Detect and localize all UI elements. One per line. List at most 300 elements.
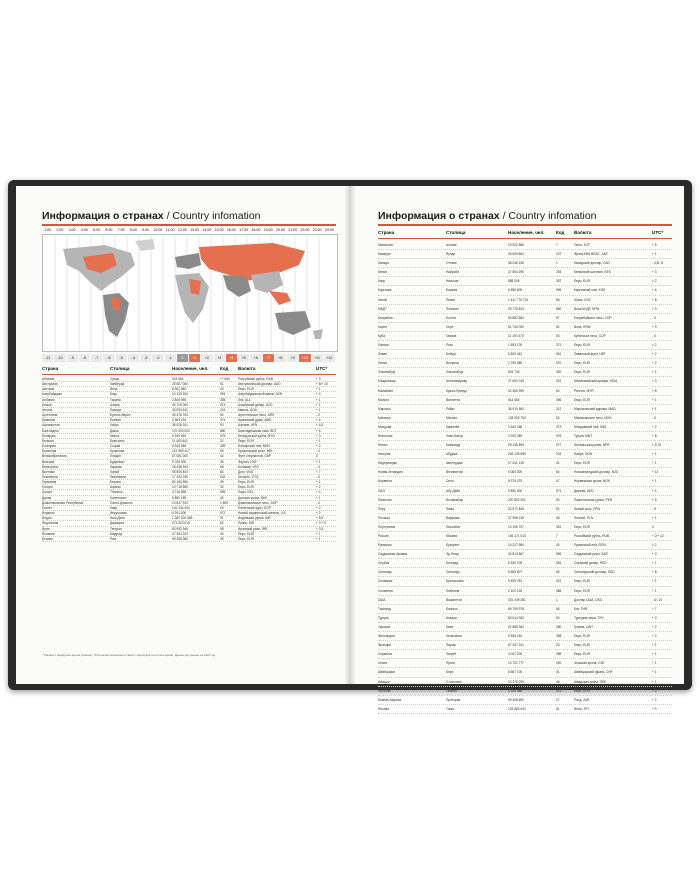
table-row	[378, 541, 672, 550]
table-cell: 28 435 943	[172, 464, 188, 469]
tz-cell: 10:00	[152, 226, 164, 234]
table-cell: Перу	[378, 506, 386, 511]
table-cell: + 1	[316, 459, 321, 464]
tz-cell: 24:00	[324, 226, 336, 234]
table-cell: Рупия, IDR	[238, 521, 255, 526]
table-row	[378, 705, 672, 714]
table-cell: 374	[220, 418, 226, 423]
table-cell: + 1	[652, 461, 657, 466]
tz-cell: +2	[201, 354, 213, 362]
table-cell: Сербия	[378, 561, 390, 566]
table-cell: 40	[556, 543, 560, 548]
table-cell: 634 730	[508, 370, 520, 375]
table-cell: + 1	[316, 536, 321, 541]
tz-cell: -5	[116, 354, 128, 362]
table-cell: 8 902 582	[172, 387, 187, 392]
table-cell: + 4	[652, 488, 657, 493]
tz-cell: -9	[67, 354, 79, 362]
table-cell: Индонезия	[42, 521, 59, 526]
table-cell: + 2	[316, 505, 321, 510]
table-cell: 19 002 586	[508, 243, 524, 247]
table-row	[378, 432, 672, 441]
table-cell: Эр-Рияд	[446, 552, 459, 557]
table-cell: + 2	[652, 279, 657, 284]
table-cell: 20	[220, 505, 224, 510]
table-cell: Чехия	[378, 661, 387, 666]
table-cell: 261	[556, 379, 562, 384]
table-cell: Варшава	[446, 515, 460, 520]
table-cell: + 2	[652, 634, 657, 639]
table-cell: Киргизия	[378, 288, 392, 293]
table-cell: Будапешт	[110, 459, 125, 464]
table-cell: Никосия	[446, 279, 459, 284]
table-cell: + 3	[316, 433, 321, 438]
table-cell: 91	[220, 516, 224, 521]
table-cell: 2 963 234	[172, 418, 187, 423]
table-cell: 19 317 984	[508, 543, 524, 548]
table-cell: Молдавский лей, MDL	[574, 424, 607, 429]
table-row	[378, 559, 672, 568]
table-cell: 220 892 331	[508, 497, 526, 502]
table-cell: Непальская рупия, NPR	[574, 443, 610, 448]
table-cell: + 1	[652, 406, 657, 411]
table-cell: Монголия	[378, 433, 393, 438]
table-cell: Гривна, UAH	[574, 624, 593, 629]
table-cell: 8 667 100	[508, 670, 523, 675]
table-cell: + 3	[316, 377, 321, 381]
table-cell: 0	[316, 454, 318, 459]
table-row	[378, 423, 672, 432]
table-cell: - 3	[316, 413, 320, 418]
table-cell: Латвия	[378, 343, 389, 348]
table-cell: + 3	[652, 552, 657, 557]
table-row	[378, 659, 672, 668]
table-row	[378, 241, 672, 250]
tz-cell: 22:00	[299, 226, 311, 234]
table-cell: Оттава	[446, 261, 457, 266]
table-cell: + 6	[652, 288, 657, 293]
tz-cell: -8	[79, 354, 91, 362]
table-cell: 10 718 565	[172, 485, 188, 490]
table-cell: 93	[220, 423, 224, 428]
table-cell: Рига	[446, 343, 453, 348]
table-cell: 352	[556, 370, 562, 375]
table-cell: 54	[220, 413, 224, 418]
table-cell: Эстония	[378, 688, 391, 693]
table-cell: 59 308 690	[508, 697, 524, 702]
table-cell: 9 890 400	[508, 488, 523, 493]
table-cell: 514 564	[508, 397, 520, 402]
table-cell: Словакия	[378, 579, 393, 584]
table-cell: Валлетта	[446, 397, 460, 402]
table-cell: + 8	[652, 388, 657, 393]
table-cell: 359	[220, 444, 226, 449]
table-cell: Новый израильский шекель, ILS	[238, 511, 286, 516]
table-cell: 10 196 707	[508, 524, 524, 529]
right-page-title: Информация о странах / Country infomation	[378, 210, 597, 222]
table-cell: 32 365 999	[508, 388, 524, 393]
table-cell: Португалия	[378, 524, 396, 529]
table-cell: Колумбия	[378, 315, 393, 320]
tz-cell: 1:00	[42, 226, 54, 234]
table-cell: 0	[652, 524, 654, 529]
table-cell: Вьетнам	[42, 469, 55, 474]
table-cell: 38 928 341	[172, 423, 188, 428]
table-cell: Сербский динар, RSD	[574, 561, 607, 566]
table-cell: 128 932 753	[508, 415, 526, 420]
table-cell: 10 847 910	[172, 500, 188, 505]
tz-cell: 2:00	[54, 226, 66, 234]
table-cell: 98	[220, 526, 224, 531]
table-cell: Франция	[378, 643, 392, 648]
table-cell: Тегеран	[110, 526, 122, 531]
table-cell: Юань, CNY	[574, 297, 591, 302]
table-cell: Египет	[42, 505, 52, 510]
tz-cell: 12:00	[177, 226, 189, 234]
tz-cell: +11	[312, 354, 324, 362]
table-cell: Аргентина	[42, 413, 58, 418]
table-row	[378, 396, 672, 405]
table-cell: Чешская крона, CZK	[574, 661, 605, 666]
table-cell: +7 840	[220, 377, 230, 381]
tz-cell: 0	[177, 354, 189, 362]
table-cell: Абу-Даби	[446, 488, 461, 493]
table-cell: Бангкок	[446, 606, 458, 611]
table-cell: Кванза, AOA	[238, 407, 257, 412]
table-cell: Россия	[378, 534, 389, 538]
table-cell: ОАЭ	[378, 488, 385, 493]
table-cell: Евро, EUR	[574, 397, 590, 402]
table-cell: Албания	[42, 397, 55, 402]
tz-cell: 21:00	[287, 226, 299, 234]
table-cell: Азербайджанский манат, AZN	[238, 392, 283, 397]
table-cell: 371	[556, 343, 562, 348]
table-cell: + 7/+ 9	[316, 521, 326, 526]
table-row	[378, 414, 672, 423]
table-cell: Азербайджан	[42, 392, 62, 397]
table-cell: + 4,5	[316, 423, 324, 428]
table-cell: 1	[556, 597, 558, 602]
table-cell: Каир	[110, 505, 118, 510]
table-cell: 58	[220, 464, 224, 469]
table-cell: 41	[556, 670, 560, 675]
table-cell: + 5	[652, 243, 657, 247]
tz-cell: 7:00	[116, 226, 128, 234]
table-row	[378, 387, 672, 396]
table-cell: 82	[556, 324, 560, 329]
table-cell: Грузия	[42, 490, 52, 495]
table-row	[378, 359, 672, 368]
table-cell: 48	[556, 515, 560, 520]
table-row	[378, 341, 672, 350]
table-cell: Дания	[42, 495, 52, 500]
table-cell: 67 081 000	[172, 454, 188, 459]
table-cell: 69 799 978	[508, 606, 524, 611]
table-cell: Литва	[378, 361, 387, 366]
table-cell: Форинт, HUF	[238, 459, 257, 464]
tz-cell: 20:00	[275, 226, 287, 234]
table-cell: Бангладешская така, BDT	[238, 428, 277, 433]
table-cell: Украина	[378, 624, 391, 629]
table-cell: 1 411 778 724	[508, 297, 529, 302]
table-cell: 2 100 126	[508, 588, 523, 593]
table-cell: 380	[556, 624, 562, 629]
table-cell: - 3,5/- 8	[652, 261, 663, 266]
table-cell: Марокканский дирхам, MAD	[574, 406, 616, 411]
table-cell: Донг, VND	[238, 469, 254, 474]
table-cell: Кубинское песо, CUP	[574, 333, 606, 338]
table-cell: Кипр	[378, 279, 386, 284]
table-cell: Доминиканская Республика	[42, 500, 84, 505]
table-cell: Афгани, AFN	[238, 423, 258, 428]
table-cell: Луанда	[110, 407, 121, 412]
table-cell: + 1	[652, 588, 657, 593]
table-cell: Норвегия	[378, 479, 392, 484]
table-cell: 47	[556, 479, 560, 484]
left-country-table	[42, 377, 336, 542]
tz-cell: -7	[91, 354, 103, 362]
table-cell: Непал	[378, 443, 388, 448]
table-cell: Ханой	[110, 469, 120, 474]
table-cell: + 1	[652, 661, 657, 666]
tz-cell: +8	[275, 354, 287, 362]
table-cell: Евро, EUR	[574, 461, 590, 466]
table-cell: Марокко	[378, 406, 391, 411]
tz-cell: -2	[152, 354, 164, 362]
table-cell: Венгрия	[42, 459, 55, 464]
table-cell: 92	[556, 497, 560, 502]
table-row	[378, 605, 672, 614]
table-cell: Москва	[446, 534, 457, 538]
table-row	[378, 487, 672, 496]
tz-cell: +12	[324, 354, 336, 362]
table-cell: Бишкек	[446, 288, 458, 293]
table-cell: 64	[556, 470, 560, 475]
table-cell: + 5,5	[316, 516, 324, 521]
table-cell: Израиль	[42, 511, 55, 516]
table-cell: + 2	[652, 424, 657, 429]
table-cell: Доллар США, USD	[574, 597, 602, 602]
table-cell: Германия	[42, 480, 57, 485]
table-row	[378, 668, 672, 677]
tz-cell: -3	[140, 354, 152, 362]
table-cell: + 1	[652, 652, 657, 657]
table-cell: 25 778 815	[508, 306, 524, 311]
table-cell: 11 492 641	[172, 438, 188, 443]
table-cell: Индийская рупия, INR	[238, 516, 271, 521]
table-cell: 86	[556, 297, 560, 302]
table-cell: 1 330 068	[508, 688, 523, 693]
table-cell: Алжирский динар, DZD	[238, 402, 273, 407]
table-cell: + 9	[652, 306, 657, 311]
table-cell: Саудовский риял, SAR	[574, 552, 608, 557]
table-cell: Ереван	[110, 418, 121, 423]
table-cell: Лондон	[110, 454, 122, 459]
table-cell: Дакка	[110, 428, 119, 433]
utc-offset-row	[42, 354, 336, 362]
table-cell: Саудовская Аравия	[378, 552, 408, 557]
table-row	[378, 350, 672, 359]
table-cell: 65	[556, 570, 560, 575]
open-planner-book	[8, 180, 692, 711]
left-page	[16, 186, 344, 684]
table-cell: + 8	[652, 297, 657, 302]
right-table-header: Страна Столица Население, чел. Код Валюта UTC*	[378, 230, 664, 235]
table-cell: 34 813 867	[508, 552, 524, 557]
table-cell: 33	[556, 643, 560, 648]
table-cell: Иран	[42, 526, 50, 531]
table-cell: + 1	[652, 561, 657, 566]
table-cell: Иранский риал, IRR	[238, 526, 268, 531]
table-cell: 27 691 018	[508, 379, 524, 384]
table-cell: Катманду	[446, 443, 461, 448]
table-cell: 373	[556, 424, 562, 429]
table-cell: + 1	[652, 252, 657, 257]
table-cell: Армянский драм, AMD	[238, 418, 272, 423]
table-cell: Колумбийское песо, COP	[574, 315, 612, 320]
tz-cell: 14:00	[201, 226, 213, 234]
table-row	[378, 596, 672, 605]
table-cell: Аргентинское песо, ARS	[238, 413, 275, 418]
table-cell: Куба	[378, 333, 386, 338]
table-cell: + 8/+ 10	[316, 382, 328, 387]
table-cell: Бат, THB	[574, 606, 588, 611]
table-cell: 33 933 611	[172, 407, 188, 412]
table-cell: 206 139 589	[508, 452, 526, 457]
table-cell: + 9	[652, 324, 657, 329]
header-underline	[42, 374, 336, 375]
table-cell: 977	[556, 443, 562, 448]
table-cell: 972	[220, 511, 226, 516]
table-cell: 5 379 475	[508, 479, 523, 484]
table-cell: 34	[220, 531, 224, 536]
table-row	[378, 550, 672, 559]
table-cell: Копенгаген	[110, 495, 127, 500]
table-row	[42, 537, 336, 542]
table-cell: Вона КНДР, KPW	[574, 306, 600, 311]
table-cell: Кетсаль, GTQ	[238, 474, 259, 479]
tz-cell: 3:00	[67, 226, 79, 234]
table-cell: 29 136 808	[508, 443, 524, 448]
table-cell: Ангола	[42, 407, 53, 412]
table-cell: Евро, EUR	[574, 343, 590, 348]
table-cell: 125 880 000	[508, 706, 526, 711]
table-cell: 243 564	[172, 377, 184, 381]
table-cell: Мексиканское песо, MXN	[574, 415, 612, 420]
table-cell: 961	[556, 352, 562, 357]
table-cell: - 5/- 10	[652, 597, 663, 602]
table-row	[378, 450, 672, 459]
table-cell: 996	[556, 288, 562, 293]
table-cell: + 3	[652, 270, 657, 275]
table-row	[378, 687, 672, 696]
table-cell: 7	[556, 534, 558, 538]
table-cell: Евро, EUR	[574, 588, 590, 593]
table-cell: 880	[220, 428, 226, 433]
table-cell: Париж	[446, 643, 456, 648]
table-cell: Токио	[446, 706, 455, 711]
table-cell: 41 588 354	[508, 624, 524, 629]
table-cell: + 1	[316, 402, 321, 407]
table-cell: Евро, EUR	[574, 279, 590, 284]
table-cell: Бразилиа	[110, 449, 125, 454]
table-cell: 5 850 189	[172, 495, 187, 500]
tz-cell: +5	[238, 354, 250, 362]
table-cell: 3 329 289	[508, 433, 523, 438]
table-cell: 50 882 884	[508, 315, 524, 320]
table-cell: Датская крона, DKK	[238, 495, 268, 500]
table-cell: 10 379 295	[508, 679, 524, 684]
table-cell: 6 916 548	[172, 444, 187, 449]
table-cell: 9 349 645	[172, 433, 187, 438]
footnote: * Указано стандартное время (зимнее). Отклонения возможны в связи с переходом на летнее время. Данные актуальны на 2023 год.	[42, 653, 216, 657]
table-cell: 98 505 400	[172, 469, 188, 474]
table-cell: 51 745 000	[508, 324, 524, 329]
table-cell: Улан-Батор	[446, 433, 464, 438]
table-cell: Претория	[446, 697, 461, 702]
table-cell: Евро, EUR	[574, 688, 590, 693]
table-cell: Бангладеш	[42, 428, 59, 433]
table-cell: 32 971 846	[508, 506, 524, 511]
table-cell: Новый соль, PEN	[574, 506, 600, 511]
table-row	[378, 623, 672, 632]
table-cell: Доминиканское песо, DOP	[238, 500, 278, 505]
table-row	[378, 314, 672, 323]
table-cell: Мехико	[446, 415, 457, 420]
table-cell: София	[110, 444, 121, 449]
table-cell: Лари, GEL	[238, 490, 254, 495]
table-cell: 83 614 362	[508, 615, 524, 620]
world-map-graphic	[43, 235, 337, 351]
table-row	[378, 696, 672, 705]
table-cell: Турецкая лира, TRY	[574, 615, 604, 620]
table-cell: 237	[556, 252, 562, 257]
table-cell: 10 701 777	[508, 661, 524, 666]
tz-cell: 15:00	[214, 226, 226, 234]
table-cell: Египетский фунт, EGP	[238, 505, 271, 510]
table-cell: Злотый, PLN	[574, 515, 594, 520]
table-cell: 2 795 680	[508, 361, 523, 366]
table-cell: 44 700 000	[172, 402, 188, 407]
table-cell: Евро, EUR	[238, 485, 254, 490]
table-cell: 331 449 281	[508, 597, 526, 602]
table-cell: Хорватия	[378, 652, 392, 657]
table-cell: Румыния	[378, 543, 392, 548]
table-cell: + 4	[316, 418, 321, 423]
table-cell: Рэнд, ZAR	[574, 697, 590, 702]
table-cell: 375	[220, 433, 226, 438]
table-cell: + 1	[652, 643, 657, 648]
table-cell: + 3	[652, 615, 657, 620]
table-cell: 273 523 615	[172, 521, 190, 526]
table-cell: + 1	[652, 479, 657, 484]
table-cell: Пакистан	[378, 497, 392, 502]
tz-cell: 18:00	[250, 226, 262, 234]
table-cell: + 5,75	[652, 443, 661, 448]
table-cell: Кения	[378, 270, 387, 275]
table-cell: Малагасийский ариари, MGA	[574, 379, 618, 384]
table-row	[378, 477, 672, 486]
table-cell: 1 893 700	[508, 343, 523, 348]
table-cell: Евро, EUR	[574, 652, 590, 657]
table-cell: 46	[556, 679, 560, 684]
table-cell: Сингапур	[378, 570, 392, 575]
tz-cell: 17:00	[238, 226, 250, 234]
table-cell: Канберра	[110, 382, 125, 387]
table-cell: КНДР	[378, 306, 387, 311]
table-cell: Мексика	[378, 415, 391, 420]
table-cell: + 9	[652, 706, 657, 711]
